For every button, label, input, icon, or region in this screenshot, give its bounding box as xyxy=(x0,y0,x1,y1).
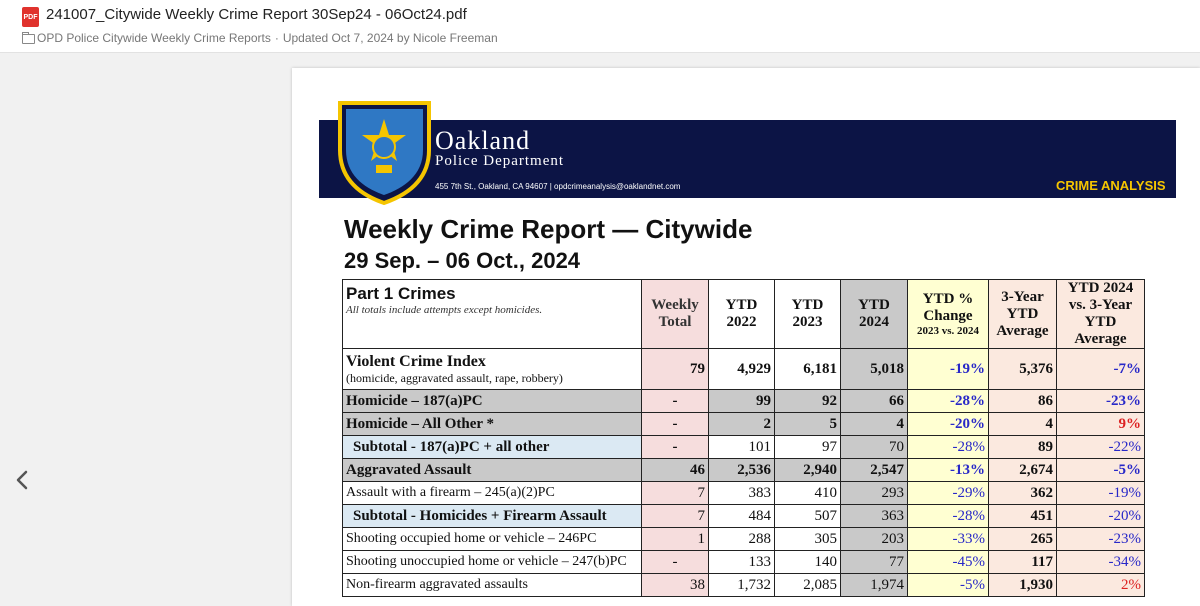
col-ytd-change-sub: 2023 vs. 2024 xyxy=(916,325,980,337)
police-badge-logo xyxy=(332,95,437,205)
row-label: Assault with a firearm – 245(a)(2)PC xyxy=(343,482,642,505)
pdf-file-icon: PDF xyxy=(22,7,39,27)
cell-ytd-2022: 2 xyxy=(709,413,775,436)
row-label: Aggravated Assault xyxy=(343,459,642,482)
cell-ytd-2024: 66 xyxy=(841,390,908,413)
cell-ytd-change: -28% xyxy=(908,436,989,459)
cell-ytd-change: -28% xyxy=(908,505,989,528)
col-ytd-2022: YTD 2022 xyxy=(709,280,775,349)
cell-ytd-change: -5% xyxy=(908,574,989,597)
row-label: Subtotal - Homicides + Firearm Assault xyxy=(343,505,642,528)
cell-vs-avg: -23% xyxy=(1057,390,1145,413)
col-3yr-avg: 3-Year YTD Average xyxy=(989,280,1057,349)
cell-vs-avg: -20% xyxy=(1057,505,1145,528)
cell-weekly: 79 xyxy=(642,349,709,390)
cell-ytd-2023: 92 xyxy=(775,390,841,413)
row-label-sub: (homicide, aggravated assault, rape, robbery) xyxy=(346,370,563,385)
cell-ytd-2023: 5 xyxy=(775,413,841,436)
cell-ytd-2023: 410 xyxy=(775,482,841,505)
previous-page-button[interactable] xyxy=(10,466,34,494)
section-title: Part 1 Crimes xyxy=(346,284,456,303)
cell-ytd-2024: 70 xyxy=(841,436,908,459)
cell-ytd-2023: 507 xyxy=(775,505,841,528)
cell-ytd-2024: 293 xyxy=(841,482,908,505)
cell-vs-avg: -19% xyxy=(1057,482,1145,505)
cell-ytd-2023: 2,085 xyxy=(775,574,841,597)
table-row xyxy=(343,551,1145,574)
cell-ytd-2023: 140 xyxy=(775,551,841,574)
row-label: Homicide – All Other * xyxy=(343,413,642,436)
cell-ytd-change: -29% xyxy=(908,482,989,505)
folder-icon xyxy=(22,34,35,44)
cell-weekly: 38 xyxy=(642,574,709,597)
cell-weekly: 1 xyxy=(642,528,709,551)
cell-weekly: - xyxy=(642,413,709,436)
row-label: Subtotal - 187(a)PC + all other xyxy=(343,436,642,459)
chevron-left-icon xyxy=(10,466,34,494)
cell-ytd-2023: 2,940 xyxy=(775,459,841,482)
file-title: 241007_Citywide Weekly Crime Report 30Sep24 - 06Oct24.pdf xyxy=(46,6,467,23)
cell-ytd-2024: 2,547 xyxy=(841,459,908,482)
breadcrumb: OPD Police Citywide Weekly Crime Reports · Updated Oct 7, 2024 by Nicole Freeman xyxy=(37,31,498,45)
cell-weekly: - xyxy=(642,551,709,574)
table-row xyxy=(343,413,1145,436)
cell-3yr-avg: 4 xyxy=(989,413,1057,436)
cell-vs-avg: -23% xyxy=(1057,528,1145,551)
department-address: 455 7th St., Oakland, CA 94607 | opdcrimeanalysis@oaklandnet.com xyxy=(435,182,681,191)
row-label: Homicide – 187(a)PC xyxy=(343,390,642,413)
cell-ytd-2024: 363 xyxy=(841,505,908,528)
cell-ytd-2022: 1,732 xyxy=(709,574,775,597)
table-header-row xyxy=(343,280,1145,349)
cell-weekly: 46 xyxy=(642,459,709,482)
department-name: Police Department xyxy=(435,153,565,169)
cell-ytd-2023: 305 xyxy=(775,528,841,551)
table-row xyxy=(343,505,1145,528)
table-row xyxy=(343,390,1145,413)
col-ytd-2024: YTD 2024 xyxy=(841,280,908,349)
row-label: Shooting occupied home or vehicle – 246PC xyxy=(343,528,642,551)
cell-ytd-2024: 4 xyxy=(841,413,908,436)
cell-ytd-2022: 4,929 xyxy=(709,349,775,390)
updated-info: Updated Oct 7, 2024 by Nicole Freeman xyxy=(282,31,498,45)
table-row xyxy=(343,574,1145,597)
cell-ytd-2022: 101 xyxy=(709,436,775,459)
cell-ytd-2024: 5,018 xyxy=(841,349,908,390)
viewer-header xyxy=(0,0,1200,53)
col-weekly: Weekly Total xyxy=(642,280,709,349)
cell-weekly: - xyxy=(642,390,709,413)
cell-ytd-change: -19% xyxy=(908,349,989,390)
cell-vs-avg: -7% xyxy=(1057,349,1145,390)
cell-vs-avg: -34% xyxy=(1057,551,1145,574)
cell-ytd-2022: 133 xyxy=(709,551,775,574)
cell-3yr-avg: 89 xyxy=(989,436,1057,459)
section-note: All totals include attempts except homicides. xyxy=(346,304,543,316)
table-row xyxy=(343,482,1145,505)
cell-3yr-avg: 362 xyxy=(989,482,1057,505)
cell-vs-avg: 9% xyxy=(1057,413,1145,436)
cell-3yr-avg: 117 xyxy=(989,551,1057,574)
section-header xyxy=(343,280,642,349)
cell-ytd-2023: 97 xyxy=(775,436,841,459)
table-row xyxy=(343,436,1145,459)
cell-ytd-2022: 288 xyxy=(709,528,775,551)
cell-ytd-change: -45% xyxy=(908,551,989,574)
cell-ytd-2022: 484 xyxy=(709,505,775,528)
pdf-page xyxy=(292,68,1200,606)
cell-ytd-2024: 203 xyxy=(841,528,908,551)
cell-3yr-avg: 2,674 xyxy=(989,459,1057,482)
cell-ytd-change: -20% xyxy=(908,413,989,436)
cell-3yr-avg: 1,930 xyxy=(989,574,1057,597)
cell-ytd-2022: 2,536 xyxy=(709,459,775,482)
table-row xyxy=(343,349,1145,390)
col-ytd-change xyxy=(908,280,989,349)
table-row xyxy=(343,459,1145,482)
row-label xyxy=(343,349,642,390)
col-ytd-change-main: YTD % Change xyxy=(922,291,974,324)
row-label: Non-firearm aggravated assaults xyxy=(343,574,642,597)
org-name: Oakland xyxy=(435,126,531,155)
row-label-main: Violent Crime Index xyxy=(346,352,486,370)
cell-ytd-change: -33% xyxy=(908,528,989,551)
table-row xyxy=(343,528,1145,551)
col-vs-avg: YTD 2024 vs. 3-Year YTD Average xyxy=(1057,280,1145,349)
cell-weekly: - xyxy=(642,436,709,459)
cell-3yr-avg: 451 xyxy=(989,505,1057,528)
cell-3yr-avg: 86 xyxy=(989,390,1057,413)
cell-ytd-change: -13% xyxy=(908,459,989,482)
cell-3yr-avg: 5,376 xyxy=(989,349,1057,390)
cell-vs-avg: -5% xyxy=(1057,459,1145,482)
folder-link[interactable]: OPD Police Citywide Weekly Crime Reports xyxy=(37,31,271,45)
unit-label: CRIME ANALYSIS xyxy=(1056,178,1166,193)
cell-3yr-avg: 265 xyxy=(989,528,1057,551)
cell-vs-avg: 2% xyxy=(1057,574,1145,597)
cell-ytd-2024: 1,974 xyxy=(841,574,908,597)
cell-ytd-2023: 6,181 xyxy=(775,349,841,390)
row-label: Shooting unoccupied home or vehicle – 247(b)PC xyxy=(343,551,642,574)
report-dates: 29 Sep. – 06 Oct., 2024 xyxy=(344,248,581,273)
cell-weekly: 7 xyxy=(642,482,709,505)
cell-ytd-2024: 77 xyxy=(841,551,908,574)
cell-weekly: 7 xyxy=(642,505,709,528)
col-ytd-2023: YTD 2023 xyxy=(775,280,841,349)
cell-vs-avg: -22% xyxy=(1057,436,1145,459)
cell-ytd-2022: 383 xyxy=(709,482,775,505)
cell-ytd-change: -28% xyxy=(908,390,989,413)
crime-stats-table xyxy=(342,279,1145,597)
report-title: Weekly Crime Report — Citywide xyxy=(344,214,753,244)
cell-ytd-2022: 99 xyxy=(709,390,775,413)
